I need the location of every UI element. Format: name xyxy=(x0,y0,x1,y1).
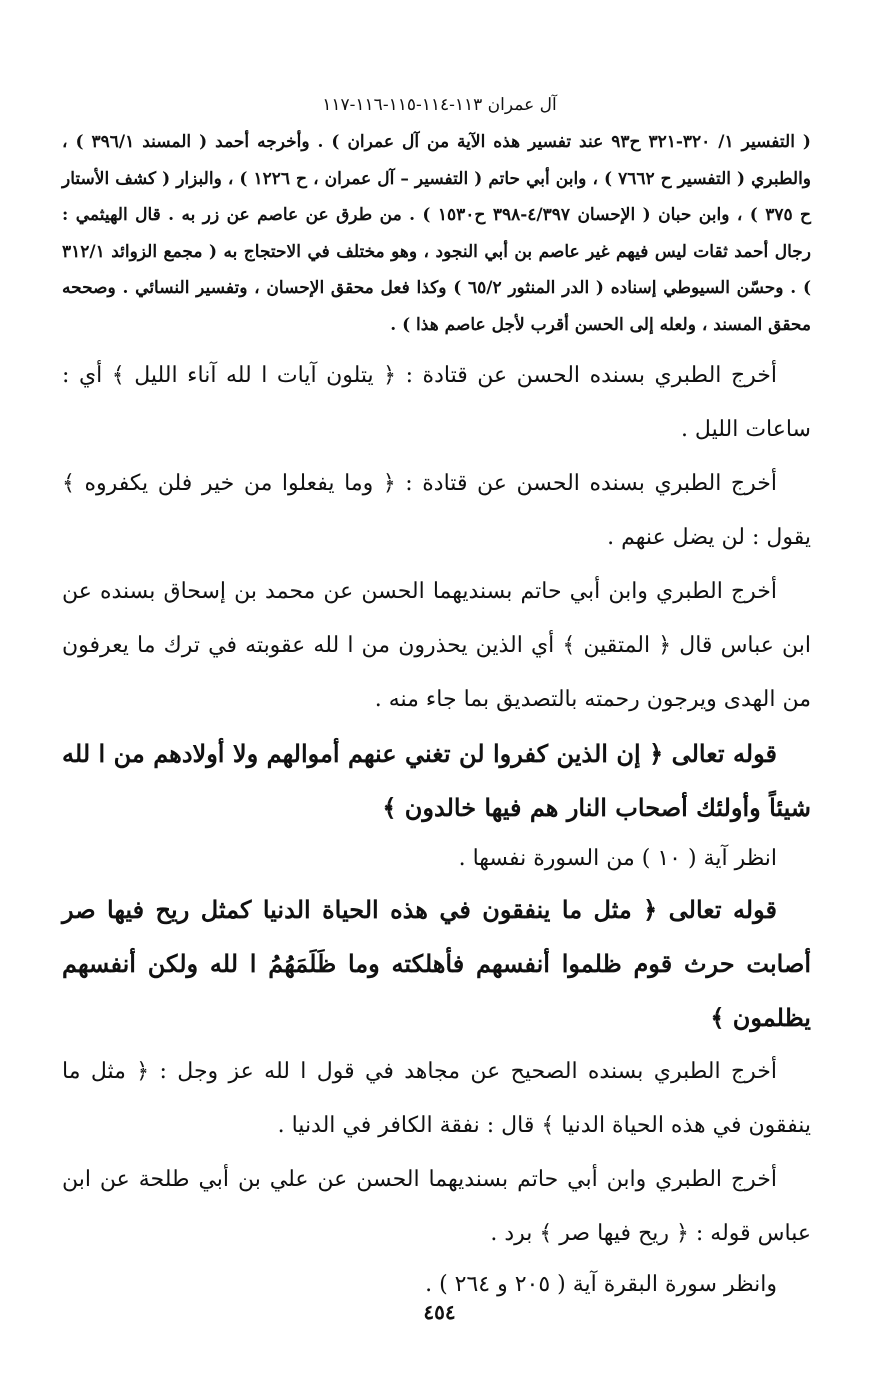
footnote-text: ( التفسير ١/ ٣٢٠-٣٢١ ح٩٣ عند تفسير هذه الآية من آل عمران ) . وأخرجه أحمد ( المسند ٣٩٦/١ ) ، والطبري ( التفسير ح ٧٦٦٢ ) ، وابن أبي حاتم ( التفسير – آل عمران ، ح ١٢٢٦ ) ، والبزار ( كشف الأستار ح ٣٧٥ ) ، وابن حبان ( الإحسان ٤/٣٩٧-٣٩٨ ح١٥٣٠ ) . من طرق عن عاصم عن زر به . قال الهيثمي : رجال أحمد ثقات ليس فيهم غير عاصم بن أبي النجود ، وهو مختلف في الاحتجاج به ( مجمع الزوائد ٣١٢/١ ) . وحسّن السيوطي إسناده ( الدر المنثور ٦٥/٢ ) وكذا فعل محقق الإحسان ، وتفسير النسائي . وصححه محقق المسند ، ولعله إلى الحسن أقرب لأجل عاصم هذا ) . xyxy=(62,132,812,335)
verse-heading-117: قوله تعالى ﴿ مثل ما ينفقون في هذه الحياة الدنيا كمثل ريح فيها صر أصابت حرث قوم ظلموا أنفسهم فأهلكته وما ظَلَمَهُمُ ا لله ولكن أنفسهم يظلمون ﴾ xyxy=(62,895,811,1032)
page-number: ٤٥٤ xyxy=(423,1300,456,1324)
verse-116-note: انظر آية ( ١٠ ) من السورة نفسها . xyxy=(458,846,777,871)
verse-heading-116: قوله تعالى ﴿ إن الذين كفروا لن تغني عنهم أموالهم ولا أولادهم من ا لله شيئاً وأولئك أصحاب النار هم فيها خالدون ﴾ xyxy=(62,739,811,822)
paragraph-tabari-qatada-2: أخرج الطبري بسنده الحسن عن قتادة : ﴿ وما يفعلوا من خير فلن يكفروه ﴾ يقول : لن يضل عنهم . xyxy=(62,471,811,550)
paragraph-ibn-abi-talha: أخرج الطبري وابن أبي حاتم بسنديهما الحسن عن علي بن أبي طلحة عن ابن عباس قوله : ﴿ ريح فيها صر ﴾ برد . xyxy=(62,1167,811,1246)
running-header: آل عمران ١١٣-١١٤-١١٥-١١٦-١١٧ xyxy=(322,95,557,115)
paragraph-ibn-abbas-muttaqin: أخرج الطبري وابن أبي حاتم بسنديهما الحسن عن محمد بن إسحاق بسنده عن ابن عباس قال ﴿ المتقين ﴾ أي الذين يحذرون من ا لله عقوبته في ترك ما يعرفون من الهدى ويرجون رحمته بالتصديق بما جاء منه . xyxy=(62,579,811,712)
page-content xyxy=(62,124,811,1309)
paragraph-tabari-qatada-1: أخرج الطبري بسنده الحسن عن قتادة : ﴿ يتلون آيات ا لله آناء الليل ﴾ أي : ساعات الليل . xyxy=(62,363,811,442)
paragraph-see-baqara: وانظر سورة البقرة آية ( ٢٠٥ و ٢٦٤ ) . xyxy=(425,1272,777,1297)
paragraph-mujahid: أخرج الطبري بسنده الصحيح عن مجاهد في قول ا لله عز وجل : ﴿ مثل ما ينفقون في هذه الحياة الدنيا ﴾ قال : نفقة الكافر في الدنيا . xyxy=(62,1059,811,1138)
